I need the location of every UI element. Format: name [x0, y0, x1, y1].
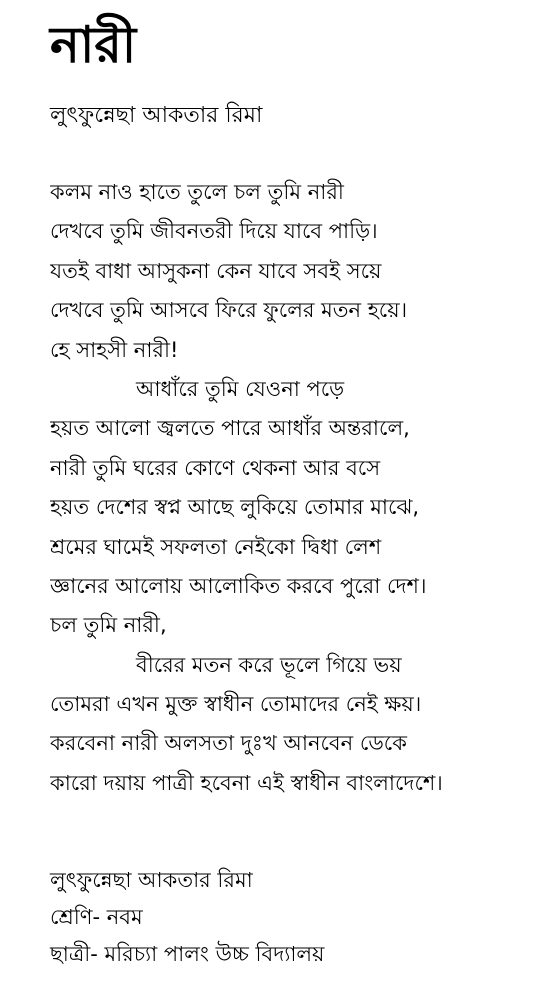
poem-author: লুৎফুন্নেছা আকতার রিমা	[50, 103, 263, 128]
poem-line: শ্রমের ঘামেই সফলতা নেইকো দ্বিধা লেশ	[50, 534, 382, 559]
poem-line: জ্ঞানের আলোয় আলোকিত করবে পুরো দেশ।	[50, 573, 427, 598]
poem-line: কলম নাও হাতে তুলে চল তুমি নারী	[50, 180, 344, 204]
poem-line: করবেনা নারী অলসতা দুঃখ আনবেন ডেকে	[50, 731, 407, 756]
poem-line: চল তুমি নারী,	[50, 613, 167, 638]
poem-line: বীরের মতন করে ভূলে গিয়ে ভয়	[136, 652, 402, 677]
poem-line: যতই বাধা আসুকনা কেন যাবে সবই সয়ে	[50, 258, 382, 283]
poem-title: নারী	[50, 16, 137, 74]
poem-line: দেখবে তুমি জীবনতরী দিয়ে যাবে পাড়ি।	[50, 219, 378, 244]
author-signature	[50, 862, 324, 973]
signature-name: লুৎফুন্নেছা আকতার রিমা	[50, 868, 253, 892]
poem-line: হয়ত দেশের স্বপ্ন আছে লুকিয়ে তোমার মাঝে,	[50, 495, 420, 520]
poem-line: দেখবে তুমি আসবে ফিরে ফুলের মতন হয়ে।	[50, 298, 408, 323]
poem-body	[50, 173, 555, 803]
poem-line: হে সাহসী নারী!	[50, 337, 179, 362]
signature-class: শ্রেণি- নবম	[50, 905, 143, 929]
signature-school: ছাত্রী- মরিচ্যা পালং উচ্চ বিদ্যালয়	[50, 942, 325, 966]
poem-line: তোমরা এখন মুক্ত স্বাধীন তোমাদের নেই ক্ষয়।	[50, 692, 422, 717]
poem-line: হয়ত আলো জ্বলতে পারে আধাঁর অন্তরালে,	[50, 416, 410, 441]
poem-line: আধাঁরে তুমি যেওনা পড়ে	[136, 376, 345, 401]
poem-line: কারো দয়ায় পাত্রী হবেনা এই স্বাধীন বাংলাদেশে।	[50, 770, 443, 795]
poem-line: নারী তুমি ঘরের কোণে থেকনা আর বসে	[50, 455, 381, 480]
